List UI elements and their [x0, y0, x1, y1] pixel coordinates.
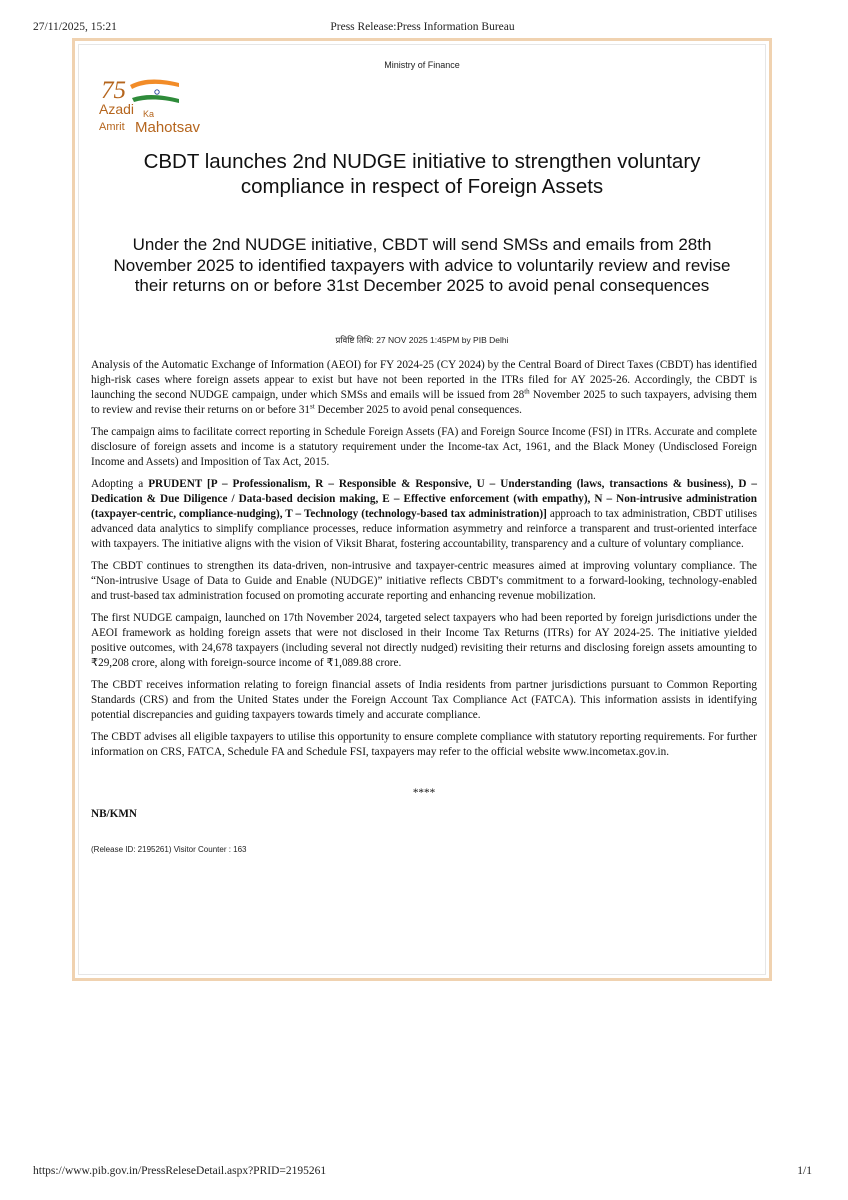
page-url: https://www.pib.gov.in/PressReleseDetail.aspx?PRID=2195261: [33, 1165, 327, 1177]
press-release-content: [78, 44, 766, 975]
logo-line1-small: Ka: [143, 109, 155, 119]
paragraph-1: [91, 358, 757, 418]
print-page-title: Press Release:Press Information Bureau: [330, 21, 515, 33]
logo-number: 75: [101, 77, 126, 104]
separator-stars: ****: [412, 787, 436, 799]
paragraph-1-text-b: November 2025 to such taxpayers, advising them to review and revise their returns on or before 31: [91, 389, 757, 416]
paragraph-1-sup-1: th: [524, 387, 530, 396]
paragraph-3-text-a: Adopting a: [91, 478, 149, 490]
signature-initials: NB/KMN: [91, 808, 137, 820]
logo-saffron-stroke: [130, 80, 179, 90]
release-subtitle: Under the 2nd NUDGE initiative, CBDT will send SMSs and emails from 28th November 2025 to identified taxpayers with advice to voluntarily review and revise their returns on or before 31st December 2025 to avoid penal consequences: [113, 235, 731, 295]
paragraph-7: The CBDT advises all eligible taxpayers to utilise this opportunity to ensure complete compliance with statutory reporting requirements. For further information on CRS, FATCA, Schedule FA and Schedule FSI, taxpayers may refer to the official website www.incometax.gov.in.: [91, 731, 757, 758]
print-header: [33, 21, 812, 37]
logo-line2-left: Amrit: [99, 121, 125, 133]
posted-date: प्रविष्टि तिथि: 27 NOV 2025 1:45PM by PIB Delhi: [335, 335, 509, 345]
paragraph-1-sup-2: st: [310, 402, 315, 411]
logo-line1: Azadi: [99, 101, 135, 117]
logo-green-stroke: [132, 95, 179, 103]
paragraph-2: The campaign aims to facilitate correct reporting in Schedule Foreign Assets (FA) and Foreign Source Income (FSI) in ITRs. Accurate and complete disclosure of foreign assets and income is a statutory requirement under the Income-tax Act, 1961, and the Black Money (Undisclosed Foreign Income and Assets) and Imposition of Tax Act, 2015.: [91, 426, 757, 468]
release-title: CBDT launches 2nd NUDGE initiative to strengthen voluntary compliance in respect of Foreign Assets: [143, 150, 701, 198]
paragraph-6: The CBDT receives information relating to foreign financial assets of India residents from partner jurisdictions pursuant to Common Reporting Standards (CRS) and from the United States under the Foreign Account Tax Compliance Act (FATCA). This information assists in identifying potential discrepancies and guiding taxpayers towards timely and accurate compliance.: [91, 679, 757, 721]
paragraph-4: The CBDT continues to strengthen its data-driven, non-intrusive and taxpayer-centric measures aimed at improving voluntary compliance. The “Non-intrusive Usage of Data to Guide and Enable (NUDGE)” initiative reflects CBDT's commitment to a forward-looking, technology-enabled and trust-based tax administration focused on promoting accurate reporting and enhancing revenue mobilization.: [91, 560, 757, 602]
logo-line2-right: Mahotsav: [135, 119, 201, 136]
prudent-acronym-bold: PRUDENT [P – Professionalism, R – Responsible & Responsive, U – Understanding (laws, transactions & business), D – Dedication & Due Diligence / Data-based decision making, E – Effective enforcement (with empathy), N – Non-intrusive administration (taxpayer-centric, compliance-nudging), T – Technology (technology-based tax administration)]: [91, 478, 757, 520]
paragraph-1-text-c: December 2025 to avoid penal consequences.: [314, 404, 522, 416]
press-release-frame: [72, 38, 772, 981]
ministry-name: Ministry of Finance: [384, 60, 460, 70]
release-body: [91, 358, 757, 857]
azadi-ka-amrit-mahotsav-logo: [97, 74, 207, 136]
print-footer: [33, 1165, 812, 1181]
release-id-visitor-counter: (Release ID: 2195261) Visitor Counter : 163: [91, 845, 247, 854]
paragraph-3: [91, 477, 757, 552]
paragraph-5: The first NUDGE campaign, launched on 17th November 2024, targeted select taxpayers who had been reported by foreign jurisdictions under the AEOI framework as holding foreign assets that were not disclosed in their Income Tax Returns (ITRs) for AY 2024-25. The initiative yielded positive outcomes, with 24,678 taxpayers (including several not directly nudged) revisiting their returns and disclosing foreign assets amounting to ₹29,208 crore, along with foreign-source income of ₹1,089.88 crore.: [91, 612, 757, 669]
print-datetime: 27/11/2025, 15:21: [33, 21, 117, 33]
page-number: 1/1: [797, 1165, 812, 1177]
paragraph-3-text-b: approach to tax administration, CBDT utilises advanced data analytics to simplify compliance processes, reduce information asymmetry and reinforce a transparent and trust-oriented interface with taxpayers. The initiative aligns with the vision of Viksit Bharat, fostering accountability, transparency and a culture of voluntary compliance.: [91, 508, 757, 550]
azadi-logo-graphic: [97, 74, 207, 136]
paragraph-1-text-a: Analysis of the Automatic Exchange of Information (AEOI) for FY 2024-25 (CY 2024) by the Central Board of Direct Taxes (CBDT) has identified high-risk cases where foreign assets appear to exist but have not been reported in the ITRs filed for AY 2025-26. Accordingly, the CBDT is launching the second NUDGE campaign, under which SMSs and emails will be issued from 28: [91, 359, 757, 401]
logo-chakra: [155, 90, 159, 94]
